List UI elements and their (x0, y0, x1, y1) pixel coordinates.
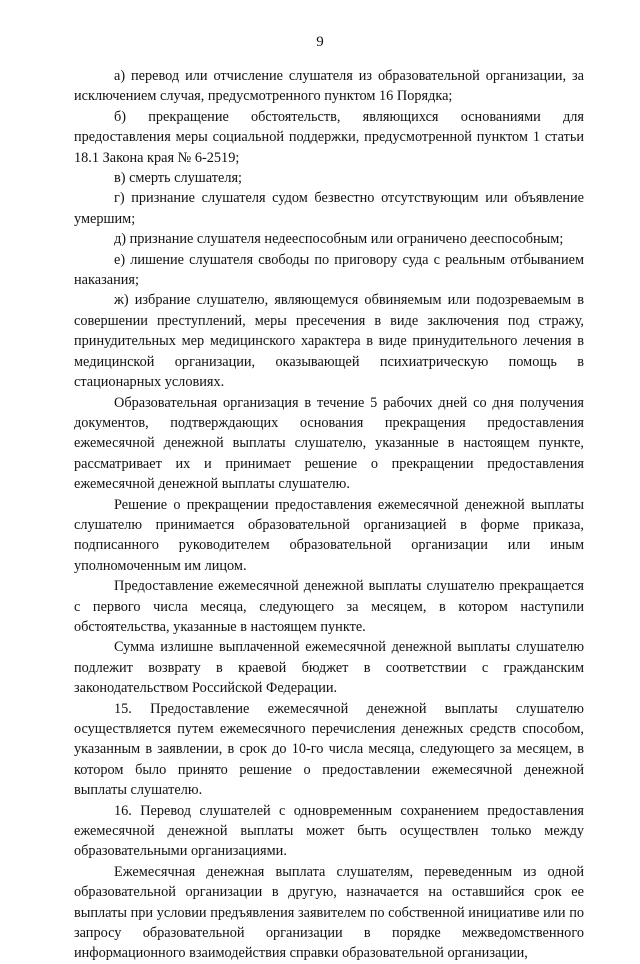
paragraph-item-a: а) перевод или отчисление слушателя из образовательной организации, за исключением случая, предусмотренного пунктом 16 Порядка; (74, 68, 584, 105)
page-number: 9 (316, 34, 324, 50)
paragraph-item-g: г) признание слушателя судом безвестно отсутствующим или объявление умершим; (74, 190, 584, 227)
paragraph-item-v: в) смерть слушателя; (114, 170, 243, 187)
paragraph-item-b: б) прекращение обстоятельств, являющихся основаниями для предоставления меры социальной поддержки, предусмотренной пунктом 1 статьи 18.1 Закона края № 6-2519; (74, 108, 584, 166)
paragraph-termination-order: Решение о прекращении предоставления ежемесячной денежной выплаты слушателю принимается образовательной организацией в форме приказа, подписанного руководителем образовательной организации или иным уполномоченным им лицом. (74, 496, 584, 574)
paragraph-section-16: 16. Перевод слушателей с одновременным сохранением предоставления ежемесячной денежной выплаты может быть осуществлен только между образовательными организациями. (74, 802, 584, 860)
paragraph-item-zh: ж) избрание слушателю, являющемуся обвиняемым или подозреваемым в совершении преступлений, меры пресечения в виде заключения под стражу, принудительных мер медицинского характера в виде принудительного лечения в медицинской организации, оказывающей психиатрическую помощь в стационарных условиях. (74, 292, 584, 391)
paragraph-section-15: 15. Предоставление ежемесячной денежной выплаты слушателю осуществляется путем ежемесячного перечисления денежных средств способом, указанным в заявлении, в срок до 10-го числа месяца, следующего за месяцем, в котором было принято решение о предоставлении ежемесячной денежной выплаты слушателю. (74, 700, 584, 799)
paragraph-item-e: е) лишение слушателя свободы по приговору суда с реальным отбыванием наказания; (74, 251, 584, 289)
paragraph-transfer-payment: Ежемесячная денежная выплата слушателям, переведенным из одной образовательной организации в другую, назначается на оставшийся срок ее выплаты при условии предъявления заявителем по собственной инициативе или по запросу образовательной организации в порядке межведомственного информационного взаимодействия справки образовательной организации, (74, 863, 584, 962)
paragraph-refund: Сумма излишне выплаченной ежемесячной денежной выплаты слушателю подлежит возврату в краевой бюджет в соответствии с гражданским законодательством Российской Федерации. (74, 639, 584, 697)
paragraph-item-d: д) признание слушателя недееспособным или ограничено дееспособным; (114, 231, 564, 248)
document-body (74, 66, 584, 964)
paragraph-review-period: Образовательная организация в течение 5 рабочих дней со дня получения документов, подтверждающих основания прекращения предоставления ежемесячной денежной выплаты слушателю, указанные в настоящем пункте, рассматривает их и принимает решение о прекращении предоставления ежемесячной денежной выплаты слушателю. (74, 394, 584, 493)
paragraph-termination-date: Предоставление ежемесячной денежной выплаты слушателю прекращается с первого числа месяца, следующего за месяцем, в котором наступили обстоятельства, указанные в настоящем пункте. (74, 578, 584, 635)
